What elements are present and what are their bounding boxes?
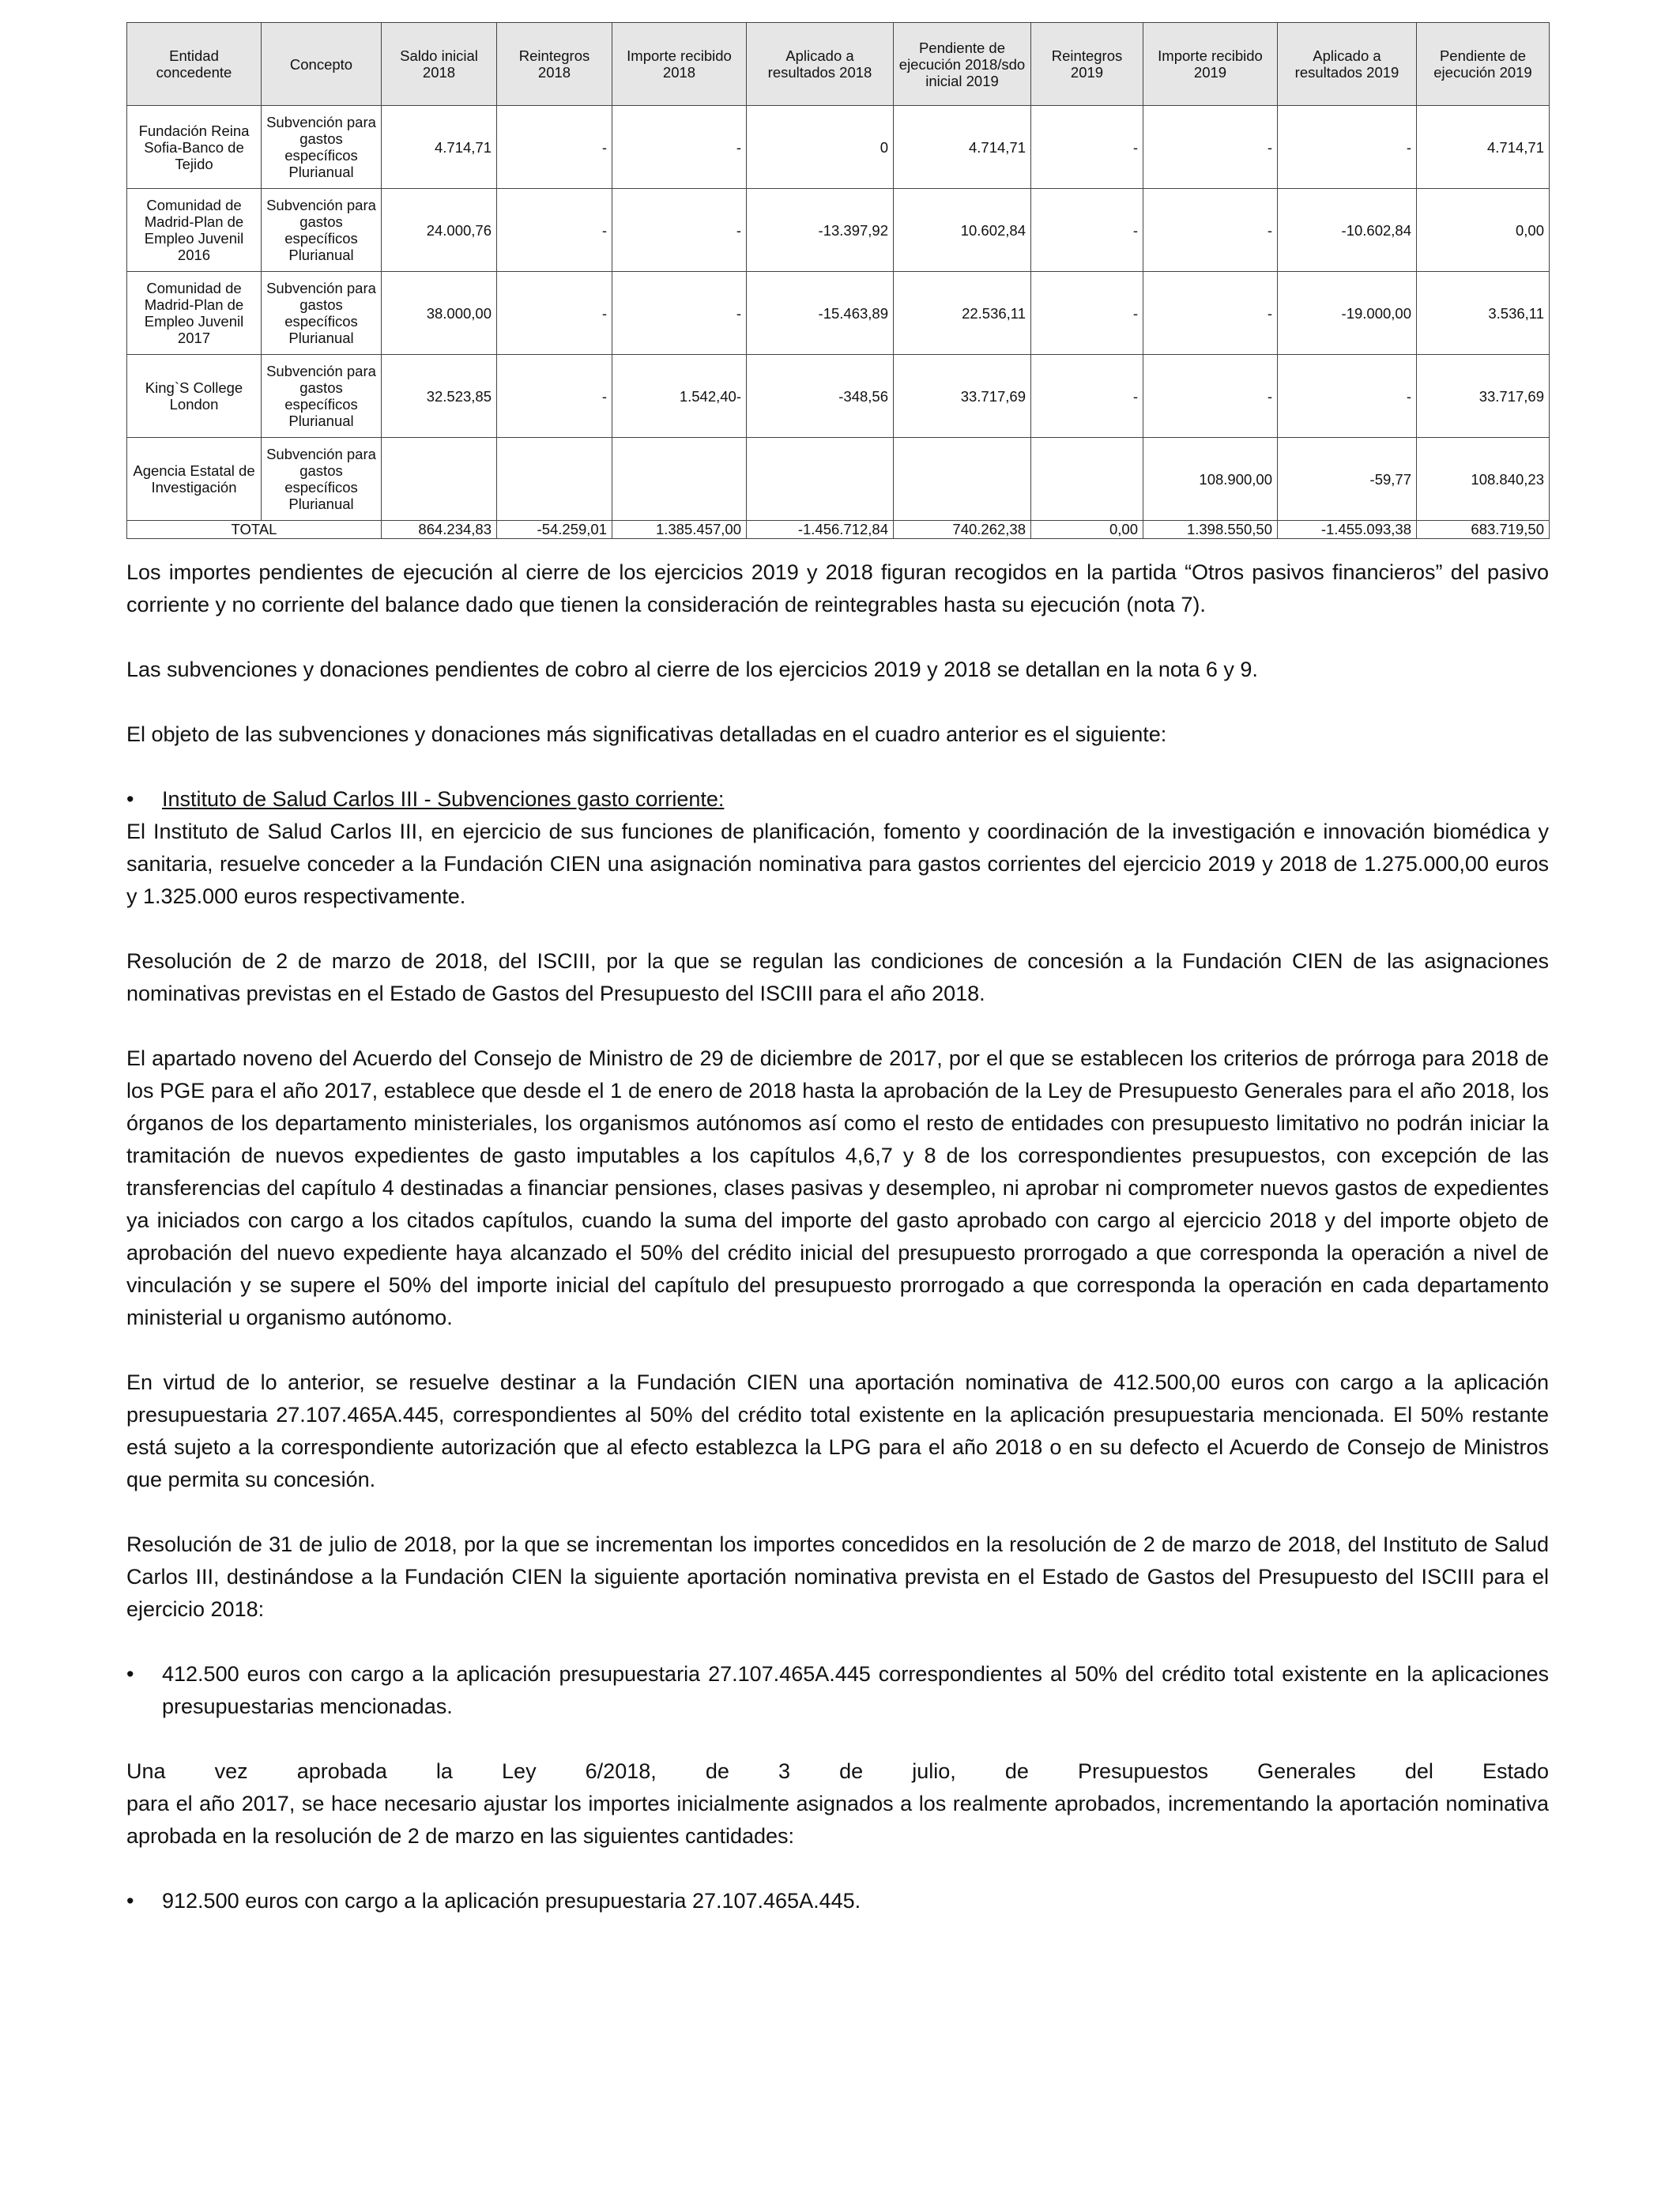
amount-cell: - [1278, 106, 1417, 189]
amount-cell: - [1143, 272, 1278, 355]
amount-cell: -15.463,89 [747, 272, 894, 355]
header-cell: Entidad concedente [127, 23, 262, 106]
paragraph-line: Una vez aprobada la Ley 6/2018, de 3 de julio, de Presupuestos Generales del Estado [126, 1759, 1549, 1783]
amount-cell: 33.717,69 [1417, 355, 1550, 438]
amount-cell: 4.714,71 [894, 106, 1031, 189]
paragraph: El Instituto de Salud Carlos III, en ejercicio de sus funciones de planificación, fomento y coordinación de la investigación e innovación biomédica y sanitaria, resuelve conceder a la Fundación CIEN una asignación nominativa para gastos corrientes del ejercicio 2019 y 2018 de 1.275.000,00 euros y 1.325.000 euros respectivamente. [126, 820, 1549, 908]
amount-cell: 22.536,11 [894, 272, 1031, 355]
amount-cell [497, 438, 612, 521]
document-page [126, 22, 1549, 1950]
total-cell: -1.456.712,84 [747, 521, 894, 539]
total-cell: 864.234,83 [382, 521, 497, 539]
amount-cell: - [1143, 106, 1278, 189]
section-isciii [126, 783, 1549, 913]
amount-cell: - [612, 106, 747, 189]
bullet-icon: • [126, 1662, 134, 1686]
amount-cell: -59,77 [1278, 438, 1417, 521]
amount-cell: -19.000,00 [1278, 272, 1417, 355]
paragraph: En virtud de lo anterior, se resuelve destinar a la Fundación CIEN una aportación nominativa de 412.500,00 euros con cargo a la aplicación presupuestaria 27.107.465A.445, correspondientes al 50% del crédito total existente en la aplicación presupuestaria mencionada. El 50% restante está sujeto a la correspondiente autorización que al efecto establezca la LPG para el año 2018 o en su defecto el Acuerdo de Consejo de Ministros que permita su concesión. [126, 1370, 1549, 1491]
amount-cell: - [497, 189, 612, 272]
amount-cell [894, 438, 1031, 521]
concept-cell: Subvención para gastos específicos Plurianual [262, 189, 382, 272]
table-row [127, 438, 1550, 521]
entity-cell: Fundación Reina Sofia-Banco de Tejido [127, 106, 262, 189]
subsidies-table [126, 22, 1550, 539]
total-cell: -1.455.093,38 [1278, 521, 1417, 539]
header-cell: Pendiente de ejecución 2018/sdo inicial 2019 [894, 23, 1031, 106]
amount-cell: - [1031, 272, 1143, 355]
amount-cell: 38.000,00 [382, 272, 497, 355]
paragraph: Resolución de 31 de julio de 2018, por la que se incrementan los importes concedidos en la resolución de 2 de marzo de 2018, del Instituto de Salud Carlos III, destinándose a la Fundación CIEN la siguiente aportación nominativa prevista en el Estado de Gastos del Presupuesto del ISCIII para el ejercicio 2018: [126, 1532, 1549, 1621]
total-cell: 683.719,50 [1417, 521, 1550, 539]
bullet-icon: • [126, 1889, 134, 1913]
header-cell: Importe recibido 2018 [612, 23, 747, 106]
amount-cell: 108.840,23 [1417, 438, 1550, 521]
bullet-text: 412.500 euros con cargo a la aplicación presupuestaria 27.107.465A.445 correspondientes al 50% del crédito total existente en la aplicaciones presupuestarias mencionadas. [162, 1662, 1549, 1718]
amount-cell [747, 438, 894, 521]
entity-cell: Agencia Estatal de Investigación [127, 438, 262, 521]
total-cell: 0,00 [1031, 521, 1143, 539]
amount-cell: - [497, 355, 612, 438]
paragraph [126, 1755, 1549, 1853]
amount-cell: 108.900,00 [1143, 438, 1278, 521]
amount-cell: 3.536,11 [1417, 272, 1550, 355]
amount-cell: 33.717,69 [894, 355, 1031, 438]
bullet-text: 912.500 euros con cargo a la aplicación presupuestaria 27.107.465A.445. [162, 1889, 861, 1913]
paragraph: El apartado noveno del Acuerdo del Consejo de Ministro de 29 de diciembre de 2017, por el que se establecen los criterios de prórroga para 2018 de los PGE para el año 2017, establece que desde el 1 de enero de 2018 hasta la aprobación de la Ley de Presupuesto Generales para el año 2018, los órganos de los departamento ministeriales, los organismos autónomos así como el resto de entidades con presupuesto limitativo no podrán iniciar la tramitación de nuevos expedientes de gasto imputables a los capítulos 4,6,7 y 8 de los correspondientes presupuestos, con excepción de las transferencias del capítulo 4 destinadas a financiar pensiones, clases pasivas y desempleo, ni aprobar ni comprometer nuevos gastos de expedientes ya iniciados con cargo a los citados capítulos, cuando la suma del importe del gasto aprobado con cargo al ejercicio 2018 y del importe objeto de aprobación del nuevo expediente haya alcanzado el 50% del crédito inicial del presupuesto prorrogado a que corresponda la operación a nivel de vinculación y se supere el 50% del importe inicial del capítulo del presupuesto prorrogado a que corresponda la operación en cada departamento ministerial u organismo autónomo. [126, 1046, 1549, 1329]
amount-cell: -348,56 [747, 355, 894, 438]
header-cell: Aplicado a resultados 2019 [1278, 23, 1417, 106]
document-body [126, 556, 1549, 1917]
amount-cell: 32.523,85 [382, 355, 497, 438]
header-cell: Saldo inicial 2018 [382, 23, 497, 106]
amount-cell: - [497, 272, 612, 355]
table-total-row [127, 521, 1550, 539]
amount-cell: 24.000,76 [382, 189, 497, 272]
entity-cell: Comunidad de Madrid-Plan de Empleo Juvenil 2017 [127, 272, 262, 355]
paragraph: Las subvenciones y donaciones pendientes de cobro al cierre de los ejercicios 2019 y 2018 se detallan en la nota 6 y 9. [126, 658, 1258, 681]
header-cell: Aplicado a resultados 2018 [747, 23, 894, 106]
bullet-item [126, 1885, 1549, 1917]
amount-cell [612, 438, 747, 521]
amount-cell: 4.714,71 [1417, 106, 1550, 189]
paragraph-rest: para el año 2017, se hace necesario ajustar los importes inicialmente asignados a los realmente aprobados, incrementando la aportación nominativa aprobada en la resolución de 2 de marzo en las siguientes cantidades: [126, 1792, 1549, 1848]
total-cell: 1.385.457,00 [612, 521, 747, 539]
amount-cell [382, 438, 497, 521]
amount-cell: 0,00 [1417, 189, 1550, 272]
amount-cell: - [1143, 189, 1278, 272]
section-heading: Instituto de Salud Carlos III - Subvenciones gasto corriente: [162, 787, 725, 811]
header-cell: Importe recibido 2019 [1143, 23, 1278, 106]
amount-cell: - [1031, 355, 1143, 438]
table-row [127, 106, 1550, 189]
bullet-heading [126, 783, 1549, 816]
total-cell: -54.259,01 [497, 521, 612, 539]
amount-cell: - [612, 272, 747, 355]
paragraph: Resolución de 2 de marzo de 2018, del ISCIII, por la que se regulan las condiciones de concesión a la Fundación CIEN de las asignaciones nominativas previstas en el Estado de Gastos del Presupuesto del ISCIII para el año 2018. [126, 949, 1549, 1005]
bullet-item [126, 1658, 1549, 1723]
amount-cell: 1.542,40- [612, 355, 747, 438]
amount-cell: 4.714,71 [382, 106, 497, 189]
amount-cell: - [1031, 106, 1143, 189]
bullet-icon: • [126, 787, 134, 811]
table-row [127, 272, 1550, 355]
header-cell: Pendiente de ejecución 2019 [1417, 23, 1550, 106]
table-row [127, 355, 1550, 438]
header-cell: Reintegros 2019 [1031, 23, 1143, 106]
amount-cell: - [1031, 189, 1143, 272]
amount-cell: - [612, 189, 747, 272]
amount-cell: 10.602,84 [894, 189, 1031, 272]
table-header-row [127, 23, 1550, 106]
table-row [127, 189, 1550, 272]
amount-cell: 0 [747, 106, 894, 189]
total-cell: 1.398.550,50 [1143, 521, 1278, 539]
amount-cell: - [1278, 355, 1417, 438]
concept-cell: Subvención para gastos específicos Plurianual [262, 272, 382, 355]
amount-cell [1031, 438, 1143, 521]
paragraph: Los importes pendientes de ejecución al cierre de los ejercicios 2019 y 2018 figuran recogidos en la partida “Otros pasivos financieros” del pasivo corriente y no corriente del balance dado que tienen la consideración de reintegrables hasta su ejecución (nota 7). [126, 560, 1549, 616]
header-cell: Concepto [262, 23, 382, 106]
paragraph: El objeto de las subvenciones y donaciones más significativas detalladas en el cuadro anterior es el siguiente: [126, 722, 1167, 746]
header-cell: Reintegros 2018 [497, 23, 612, 106]
amount-cell: -13.397,92 [747, 189, 894, 272]
concept-cell: Subvención para gastos específicos Plurianual [262, 438, 382, 521]
concept-cell: Subvención para gastos específicos Plurianual [262, 355, 382, 438]
entity-cell: King`S College London [127, 355, 262, 438]
entity-cell: Comunidad de Madrid-Plan de Empleo Juvenil 2016 [127, 189, 262, 272]
total-label: TOTAL [127, 521, 382, 539]
concept-cell: Subvención para gastos específicos Plurianual [262, 106, 382, 189]
amount-cell: -10.602,84 [1278, 189, 1417, 272]
amount-cell: - [1143, 355, 1278, 438]
amount-cell: - [497, 106, 612, 189]
total-cell: 740.262,38 [894, 521, 1031, 539]
